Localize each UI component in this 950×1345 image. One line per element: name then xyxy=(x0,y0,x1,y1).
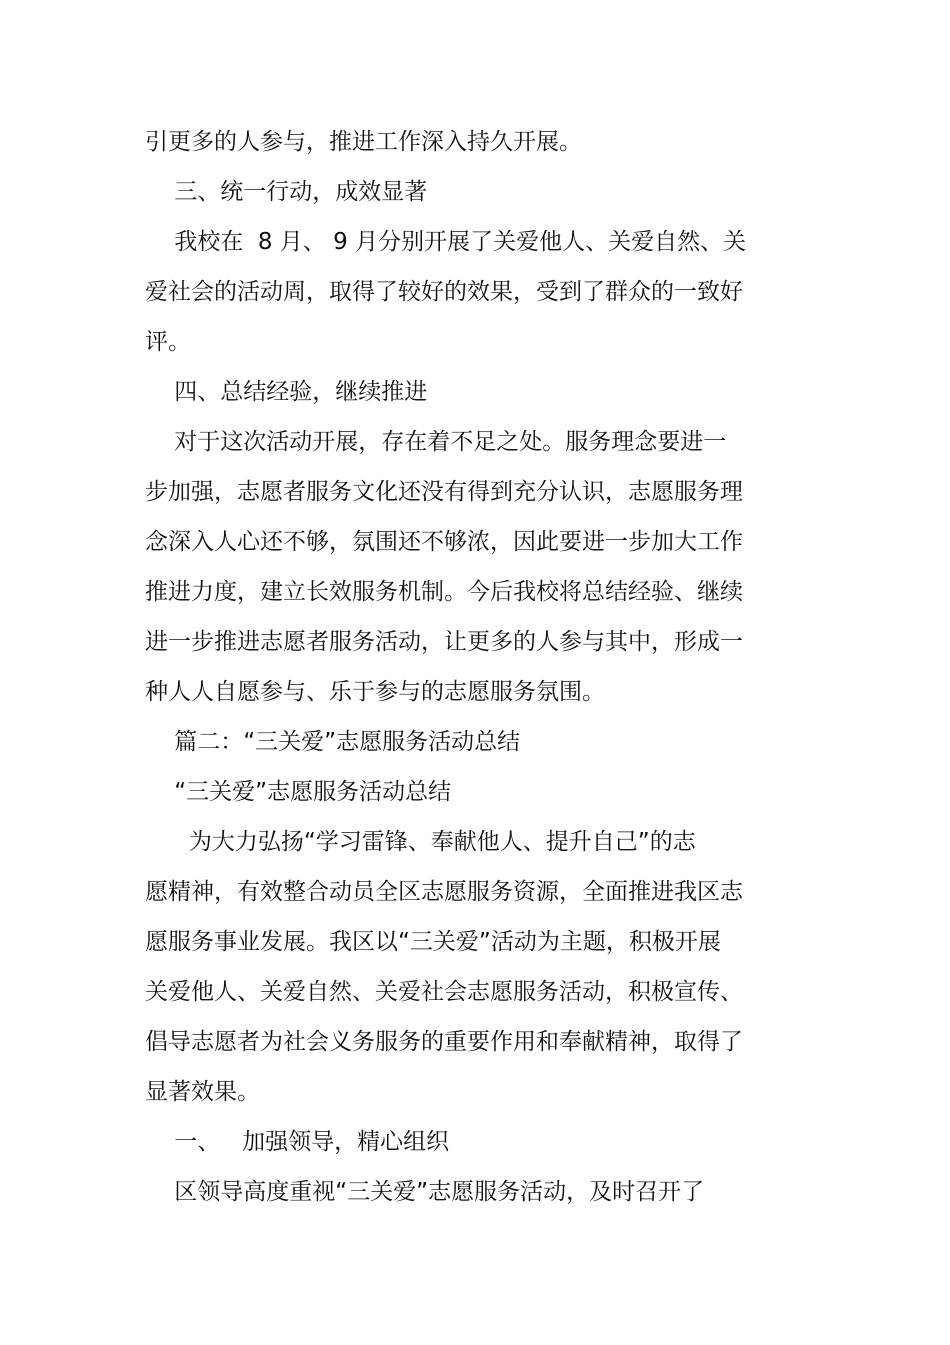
text-line: 愿服务事业发展。我区以“三关爱”活动为主题，积极开展 xyxy=(145,929,721,955)
text-line: 引更多的人参与，推进工作深入持久开展。 xyxy=(145,129,582,155)
article-heading: 篇二：“三关爱”志愿服务活动总结 xyxy=(145,729,521,755)
text-line: 显著效果。 xyxy=(145,1079,260,1105)
text-line: 评。 xyxy=(145,329,191,355)
text-line: 区领导高度重视“三关爱”志愿服务活动，及时召开了 xyxy=(145,1179,705,1205)
section-heading: 三、统一行动，成效显著 xyxy=(145,179,428,205)
text-line: 为大力弘扬“学习雷锋、奉献他人、提升自己”的志 xyxy=(145,829,696,855)
text-line: 倡导志愿者为社会义务服务的重要作用和奉献精神，取得了 xyxy=(145,1029,743,1055)
text-line: 推进力度，建立长效服务机制。今后我校将总结经验、继续 xyxy=(145,579,743,605)
text-line: 进一步推进志愿者服务活动，让更多的人参与其中，形成一 xyxy=(145,629,743,655)
text-line: 爱社会的活动周，取得了较好的效果，受到了群众的一致好 xyxy=(145,279,743,305)
article-title: “三关爱”志愿服务活动总结 xyxy=(145,779,452,805)
text-line: 步加强，志愿者服务文化还没有得到充分认识，志愿服务理 xyxy=(145,479,743,505)
section-heading: 一、 加强领导，精心组织 xyxy=(145,1129,450,1155)
section-heading: 四、总结经验，继续推进 xyxy=(145,379,428,405)
text-line: 愿精神，有效整合动员全区志愿服务资源，全面推进我区志 xyxy=(145,879,743,905)
text-line: 念深入人心还不够，氛围还不够浓，因此要进一步加大工作 xyxy=(145,529,743,555)
text-line: 种人人自愿参与、乐于参与的志愿服务氛围。 xyxy=(145,679,605,705)
text-line: 关爱他人、关爱自然、关爱社会志愿服务活动，积极宣传、 xyxy=(145,979,743,1005)
text-line: 我校在 8 月、 9 月分别开展了关爱他人、关爱自然、关 xyxy=(145,229,747,255)
text-line: 对于这次活动开展，存在着不足之处。服务理念要进一 xyxy=(145,429,727,455)
